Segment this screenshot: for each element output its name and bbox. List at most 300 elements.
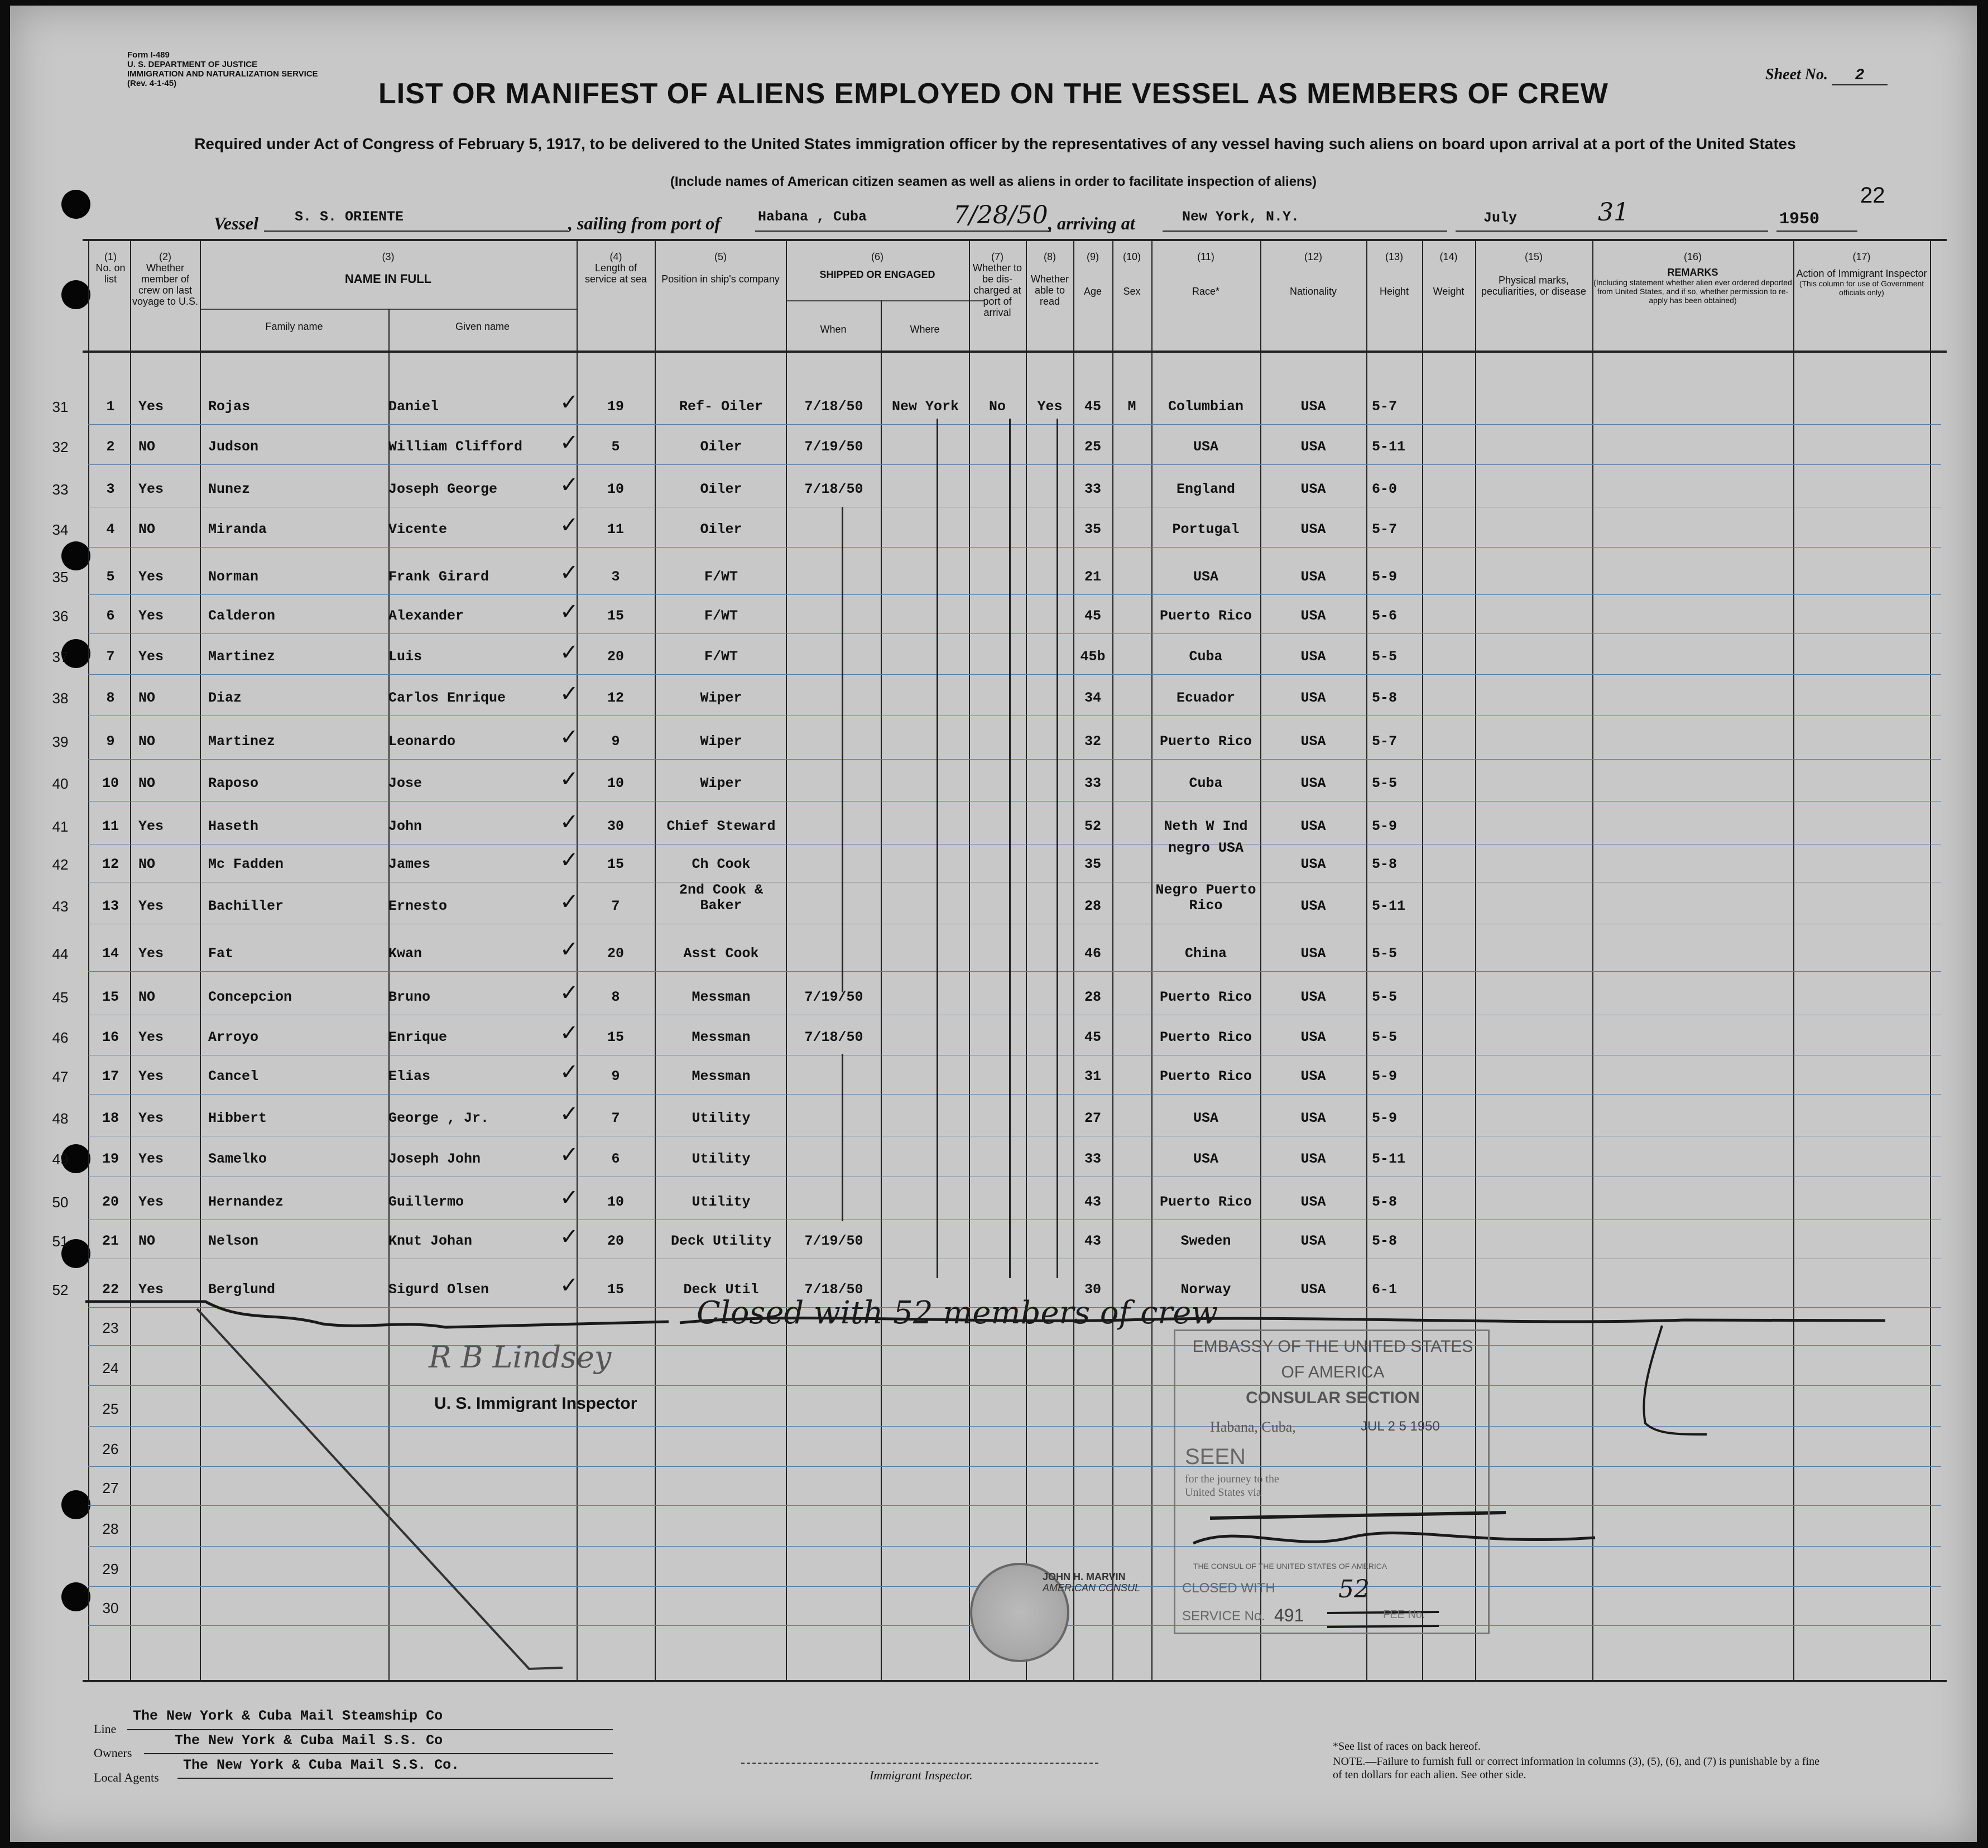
cell-position: Deck Util (683, 1281, 759, 1298)
cell-service: 11 (607, 521, 624, 537)
consular-seen: SEEN (1185, 1444, 1246, 1469)
family-name-header: Family name (265, 321, 323, 332)
row-sequence-number: 43 (52, 898, 69, 915)
cell-service: 20 (607, 649, 624, 665)
cell-no: 10 (102, 775, 119, 791)
cell-family: Samelko (208, 1151, 267, 1167)
cell-race: Puerto Rico (1159, 1029, 1252, 1045)
cell-race: USA (1193, 1110, 1218, 1126)
cell-given: Luis (388, 649, 422, 665)
empty-row-number: 25 (102, 1400, 119, 1417)
to-port: New York, N.Y. (1182, 209, 1300, 225)
cell-race: Norway (1180, 1281, 1231, 1298)
check-mark: ✓ (560, 889, 579, 915)
cell-prev: NO (138, 439, 156, 455)
check-mark: ✓ (560, 766, 579, 792)
where-header: Where (910, 324, 940, 335)
check-mark: ✓ (560, 1224, 579, 1250)
check-mark: ✓ (560, 560, 579, 585)
check-mark: ✓ (560, 1101, 579, 1127)
cell-no: 5 (106, 569, 115, 585)
check-mark: ✓ (560, 1273, 579, 1298)
check-mark: ✓ (560, 430, 579, 455)
cell-service: 6 (611, 1151, 620, 1167)
cell-nationality: USA (1300, 649, 1326, 665)
cell-service: 30 (607, 818, 624, 834)
cell-service: 10 (607, 481, 624, 497)
col-8-header: (8) Whether able to read (1030, 251, 1069, 307)
cell-height: 6-1 (1372, 1281, 1398, 1298)
empty-row-number: 28 (102, 1520, 119, 1537)
cell-family: Miranda (208, 521, 267, 537)
cell-nationality: USA (1300, 521, 1326, 537)
empty-row-number: 24 (102, 1360, 119, 1376)
cell-where: New York (891, 399, 959, 415)
cell-prev: Yes (138, 1068, 164, 1084)
cell-position: Oiler (700, 439, 742, 455)
cell-given: Daniel (388, 399, 439, 415)
failure-note: NOTE.—Failure to furnish full or correct information in columns (3), (5), (6), and (7) is punishable by a fine of ten dollars for each alien. See other side. (1333, 1755, 1820, 1781)
service-number: 491 (1274, 1605, 1304, 1625)
cell-family: Diaz (208, 690, 242, 706)
cell-nationality: USA (1300, 481, 1326, 497)
cell-service: 15 (607, 1281, 624, 1298)
col-11-header: (11) Race* (1192, 251, 1220, 297)
cell-height: 5-6 (1372, 608, 1398, 624)
cell-prev: Yes (138, 1281, 164, 1298)
cell-nationality: USA (1300, 1068, 1326, 1084)
cell-race: Ecuador (1176, 690, 1236, 706)
cell-position: Wiper (700, 690, 742, 706)
cell-position: 2nd Cook & Baker (679, 882, 763, 914)
cell-no: 4 (106, 521, 115, 537)
row-sequence-number: 44 (52, 945, 69, 962)
closed-with-label: CLOSED WITH (1182, 1581, 1275, 1596)
cell-read: Yes (1037, 399, 1063, 415)
cell-age: 46 (1084, 945, 1101, 962)
cell-race: China (1184, 945, 1227, 962)
form-subtitle: Required under Act of Congress of February 5, 1917, to be delivered to the United States immigration officer by the representatives of any vessel having such aliens on board upon arrival at a port of the United States (194, 135, 1796, 152)
cell-height: 5-5 (1372, 989, 1398, 1005)
cell-family: Concepcion (208, 989, 292, 1005)
cell-position: Utility (692, 1151, 751, 1167)
cell-nationality: USA (1300, 608, 1326, 624)
cell-prev: NO (138, 856, 156, 872)
check-mark: ✓ (560, 599, 579, 625)
consul-label: THE CONSUL OF THE UNITED STATES OF AMERICA (1193, 1562, 1387, 1571)
row-sequence-number: 32 (52, 439, 69, 455)
cell-no: 20 (102, 1194, 119, 1210)
cell-nationality: USA (1300, 898, 1326, 914)
agents-label: Local Agents (94, 1770, 159, 1784)
cell-race: Puerto Rico (1159, 989, 1252, 1005)
consular-date: JUL 2 5 1950 (1361, 1419, 1440, 1434)
cell-service: 20 (607, 1233, 624, 1249)
cell-family: Arroyo (208, 1029, 259, 1045)
agents-value: The New York & Cuba Mail S.S. Co. (183, 1757, 460, 1773)
cell-given: John (388, 818, 422, 834)
cell-given: Ernesto (388, 898, 448, 914)
cell-nationality: USA (1300, 1194, 1326, 1210)
row-sequence-number: 31 (52, 399, 69, 415)
cell-height: 5-7 (1372, 733, 1398, 750)
department: U. S. DEPARTMENT OF JUSTICE (127, 60, 258, 69)
cell-service: 10 (607, 775, 624, 791)
cell-position: Asst Cook (683, 945, 759, 962)
inspector-signature: R B Lindsey (429, 1340, 612, 1375)
cell-height: 5-8 (1372, 690, 1398, 706)
col-10-header: (10) Sex (1122, 251, 1141, 297)
cell-position: Ch Cook (692, 856, 751, 872)
cell-race: negro USA (1168, 840, 1244, 856)
row-sequence-number: 37 (52, 649, 69, 665)
cell-discharged: No (988, 399, 1006, 415)
cell-age: 45 (1084, 1029, 1101, 1045)
cell-race: Cuba (1189, 775, 1223, 791)
races-note: *See list of races on back hereof. (1333, 1740, 1481, 1753)
handwriting-overlay (10, 6, 1977, 1842)
check-mark: ✓ (560, 1142, 579, 1168)
consul-name: JOHN H. MARVIN AMERICAN CONSUL (1043, 1571, 1141, 1593)
col-7-header: (7) Whether to be dis-charged at port of arrival (972, 251, 1022, 318)
row-sequence-number: 52 (52, 1281, 69, 1298)
empty-row-number: 27 (102, 1480, 119, 1496)
cell-height: 5-9 (1372, 818, 1398, 834)
cell-prev: Yes (138, 569, 164, 585)
cell-family: Fat (208, 945, 234, 962)
cell-height: 6-0 (1372, 481, 1398, 497)
cell-service: 7 (611, 1110, 620, 1126)
cell-service: 19 (607, 399, 624, 415)
cell-given: Kwan (388, 945, 422, 962)
cell-given: Guillermo (388, 1194, 464, 1210)
check-mark: ✓ (560, 512, 579, 538)
cell-family: Martinez (208, 649, 276, 665)
cell-position: Chief Steward (666, 818, 776, 834)
service-number-label: SERVICE No. (1182, 1609, 1265, 1624)
cell-given: Jose (388, 775, 422, 791)
cell-given: Joseph John (388, 1151, 481, 1167)
cell-race: Portugal (1172, 521, 1240, 537)
col-14-header: (14) Weight (1433, 251, 1464, 297)
arrival-day: 31 (1598, 198, 1629, 227)
cell-height: 5-8 (1372, 856, 1398, 872)
cell-height: 5-11 (1372, 898, 1406, 914)
cell-prev: Yes (138, 898, 164, 914)
cell-prev: Yes (138, 649, 164, 665)
cell-age: 35 (1084, 521, 1101, 537)
cell-age: 34 (1084, 690, 1101, 706)
cell-prev: Yes (138, 399, 164, 415)
form-id: Form I-489 (127, 50, 170, 60)
cell-age: 33 (1084, 1151, 1101, 1167)
cell-age: 43 (1084, 1194, 1101, 1210)
cell-no: 9 (106, 733, 115, 750)
cell-position: Utility (692, 1110, 751, 1126)
cell-family: Mc Fadden (208, 856, 284, 872)
check-mark: ✓ (560, 724, 579, 750)
cell-position: Messman (692, 1068, 751, 1084)
cell-race: Columbian (1168, 399, 1244, 415)
cell-race: USA (1193, 569, 1218, 585)
closed-with-value: 52 (1338, 1575, 1370, 1604)
cell-age: 28 (1084, 898, 1101, 914)
row-sequence-number: 38 (52, 690, 69, 707)
cell-nationality: USA (1300, 733, 1326, 750)
consular-stamp-heading: EMBASSY OF THE UNITED STATES OF AMERICA CONSULAR SECTION (1192, 1337, 1473, 1407)
vessel-name: S. S. ORIENTE (295, 209, 404, 225)
cell-family: Haseth (208, 818, 259, 834)
cell-no: 12 (102, 856, 119, 872)
check-mark: ✓ (560, 1059, 579, 1085)
cell-position: Utility (692, 1194, 751, 1210)
include-note: (Include names of American citizen seamen as well as aliens in order to facilitate inspection of aliens) (670, 174, 1317, 189)
when-header: When (820, 324, 847, 335)
cell-age: 31 (1084, 1068, 1101, 1084)
cell-race: Neth W Ind (1164, 818, 1248, 834)
cell-service: 5 (611, 439, 620, 455)
cell-prev: Yes (138, 818, 164, 834)
cell-no: 1 (106, 399, 115, 415)
cell-age: 52 (1084, 818, 1101, 834)
arrival-year: 1950 (1779, 210, 1820, 229)
cell-nationality: USA (1300, 1151, 1326, 1167)
cell-position: Oiler (700, 521, 742, 537)
cell-race: Puerto Rico (1159, 1194, 1252, 1210)
col-2-header: (2) Whether member of crew on last voyage to U.S. (132, 251, 199, 307)
cell-family: Hernandez (208, 1194, 284, 1210)
cell-given: Sigurd Olsen (388, 1281, 489, 1298)
owners-value: The New York & Cuba Mail S.S. Co (175, 1732, 443, 1749)
cell-no: 15 (102, 989, 119, 1005)
service: IMMIGRATION AND NATURALIZATION SERVICE (127, 69, 318, 79)
cell-given: Knut Johan (388, 1233, 473, 1249)
cell-when: 7/18/50 (804, 1281, 863, 1298)
cell-nationality: USA (1300, 569, 1326, 585)
cell-service: 9 (611, 1068, 620, 1084)
cell-given: Enrique (388, 1029, 448, 1045)
row-sequence-number: 41 (52, 818, 69, 835)
empty-row-number: 29 (102, 1561, 119, 1577)
line-label: Line (94, 1722, 117, 1736)
cell-service: 15 (607, 1029, 624, 1045)
cell-sex: M (1127, 399, 1136, 415)
col-17-header: (17) Action of Immigrant Inspector (This column for use of Government officials only) (1796, 251, 1927, 297)
cell-age: 43 (1084, 1233, 1101, 1249)
cell-service: 9 (611, 733, 620, 750)
cell-service: 10 (607, 1194, 624, 1210)
closing-note: Closed with 52 members of crew (697, 1295, 1218, 1331)
cell-prev: NO (138, 733, 156, 750)
cell-race: Negro Puerto Rico (1155, 882, 1256, 914)
given-name-header: Given name (455, 321, 510, 332)
cell-when: 7/18/50 (804, 399, 863, 415)
cell-race: Cuba (1189, 649, 1223, 665)
col-13-header: (13) Height (1379, 251, 1409, 297)
check-mark: ✓ (560, 1020, 579, 1046)
row-sequence-number: 39 (52, 733, 69, 750)
cell-position: F/WT (704, 649, 738, 665)
cell-height: 5-8 (1372, 1233, 1398, 1249)
cell-height: 5-5 (1372, 649, 1398, 665)
cell-age: 32 (1084, 733, 1101, 750)
cell-height: 5-5 (1372, 775, 1398, 791)
cell-when: 7/18/50 (804, 481, 863, 497)
cell-prev: NO (138, 989, 156, 1005)
cell-nationality: USA (1300, 1110, 1326, 1126)
check-mark: ✓ (560, 809, 579, 835)
col-3-header: (3) NAME IN FULL (344, 251, 432, 286)
col-6-header: (6) SHIPPED OR ENGAGED (819, 251, 935, 280)
row-sequence-number: 45 (52, 989, 69, 1006)
cell-nationality: USA (1300, 945, 1326, 962)
cell-nationality: USA (1300, 989, 1326, 1005)
cell-position: F/WT (704, 608, 738, 624)
cell-service: 20 (607, 945, 624, 962)
cell-no: 8 (106, 690, 115, 706)
cell-height: 5-5 (1372, 1029, 1398, 1045)
cell-given: Vicente (388, 521, 448, 537)
check-mark: ✓ (560, 980, 579, 1006)
cell-service: 15 (607, 856, 624, 872)
row-sequence-number: 51 (52, 1233, 69, 1250)
cell-age: 30 (1084, 1281, 1101, 1298)
cell-height: 5-8 (1372, 1194, 1398, 1210)
cell-height: 5-5 (1372, 945, 1398, 962)
cell-nationality: USA (1300, 1281, 1326, 1298)
col-4-header: (4) Length of service at sea (584, 251, 647, 285)
col-1-header: (1) No. on list (95, 251, 126, 285)
row-sequence-number: 50 (52, 1194, 69, 1211)
sailing-label: , sailing from port of (568, 213, 721, 233)
col-16-header: (16) REMARKS (Including statement whether alien ever ordered deported from United States, and if so, whether permission to re-apply has been obtained) (1593, 251, 1792, 305)
col-9-header: (9) Age (1083, 251, 1102, 297)
cell-given: Bruno (388, 989, 431, 1005)
cell-height: 5-9 (1372, 1068, 1398, 1084)
empty-row-number: 23 (102, 1319, 119, 1336)
cell-height: 5-11 (1372, 439, 1406, 455)
consular-place: Habana, Cuba, (1210, 1419, 1296, 1435)
sail-date: 7/28/50 (953, 201, 1048, 229)
check-mark: ✓ (560, 1185, 579, 1211)
cell-position: Wiper (700, 775, 742, 791)
cell-given: Alexander (388, 608, 464, 624)
check-mark: ✓ (560, 681, 579, 707)
cell-family: Bachiller (208, 898, 284, 914)
cell-when: 7/18/50 (804, 1029, 863, 1045)
cell-race: England (1176, 481, 1236, 497)
check-mark: ✓ (560, 390, 579, 415)
row-sequence-number: 47 (52, 1068, 69, 1085)
cell-nationality: USA (1300, 439, 1326, 455)
cell-position: Messman (692, 1029, 751, 1045)
cell-service: 8 (611, 989, 620, 1005)
cell-age: 33 (1084, 481, 1101, 497)
cell-service: 12 (607, 690, 624, 706)
check-mark: ✓ (560, 937, 579, 962)
cell-nationality: USA (1300, 1029, 1326, 1045)
cell-prev: Yes (138, 1151, 164, 1167)
cell-no: 17 (102, 1068, 119, 1084)
cell-race: USA (1193, 439, 1218, 455)
cell-service: 3 (611, 569, 620, 585)
cell-position: Messman (692, 989, 751, 1005)
row-sequence-number: 33 (52, 481, 69, 498)
cell-given: James (388, 856, 431, 872)
cell-given: William Clifford (388, 439, 523, 455)
cell-no: 2 (106, 439, 115, 455)
cell-family: Nunez (208, 481, 251, 497)
cell-no: 13 (102, 898, 119, 914)
cell-family: Berglund (208, 1281, 276, 1298)
check-mark: ✓ (560, 847, 579, 873)
cell-given: Elias (388, 1068, 431, 1084)
cell-given: Carlos Enrique (388, 690, 506, 706)
check-mark: ✓ (560, 472, 579, 498)
cell-given: George , Jr. (388, 1110, 489, 1126)
vessel-label: Vessel (214, 213, 258, 233)
sheet-number: 2 (1832, 67, 1888, 85)
cell-height: 5-7 (1372, 521, 1398, 537)
cell-age: 45 (1084, 608, 1101, 624)
revision: (Rev. 4-1-45) (127, 79, 177, 88)
cell-nationality: USA (1300, 690, 1326, 706)
cell-prev: Yes (138, 1029, 164, 1045)
row-sequence-number: 49 (52, 1151, 69, 1168)
cell-nationality: USA (1300, 1233, 1326, 1249)
row-sequence-number: 36 (52, 608, 69, 625)
cell-race: Puerto Rico (1159, 608, 1252, 624)
fee-number-label: FEE No. (1383, 1609, 1425, 1621)
cell-height: 5-7 (1372, 399, 1398, 415)
row-sequence-number: 46 (52, 1029, 69, 1046)
cell-age: 28 (1084, 989, 1101, 1005)
cell-no: 3 (106, 481, 115, 497)
cell-no: 22 (102, 1281, 119, 1298)
owners-label: Owners (94, 1746, 132, 1760)
cell-prev: Yes (138, 1110, 164, 1126)
cell-prev: Yes (138, 608, 164, 624)
sheet-label: Sheet No. (1765, 66, 1828, 83)
cell-age: 35 (1084, 856, 1101, 872)
cell-when: 7/19/50 (804, 439, 863, 455)
cell-family: Cancel (208, 1068, 259, 1084)
cell-family: Judson (208, 439, 259, 455)
cell-service: 15 (607, 608, 624, 624)
cell-no: 11 (102, 818, 119, 834)
cell-nationality: USA (1300, 856, 1326, 872)
col-12-header: (12) Nationality (1289, 251, 1337, 297)
row-sequence-number: 42 (52, 856, 69, 873)
cell-given: Joseph George (388, 481, 498, 497)
cell-service: 7 (611, 898, 620, 914)
cell-given: Leonardo (388, 733, 456, 750)
cell-age: 45 (1084, 399, 1101, 415)
cell-when: 7/19/50 (804, 989, 863, 1005)
cell-prev: Yes (138, 481, 164, 497)
cell-position: Deck Utility (670, 1233, 772, 1249)
cell-prev: Yes (138, 1194, 164, 1210)
cell-no: 16 (102, 1029, 119, 1045)
cell-age: 33 (1084, 775, 1101, 791)
inspector-stamp: U. S. Immigrant Inspector (434, 1394, 637, 1413)
row-sequence-number: 40 (52, 775, 69, 792)
cell-nationality: USA (1300, 399, 1326, 415)
cell-race: Puerto Rico (1159, 733, 1252, 750)
cell-age: 27 (1084, 1110, 1101, 1126)
cell-position: Wiper (700, 733, 742, 750)
cell-family: Hibbert (208, 1110, 267, 1126)
